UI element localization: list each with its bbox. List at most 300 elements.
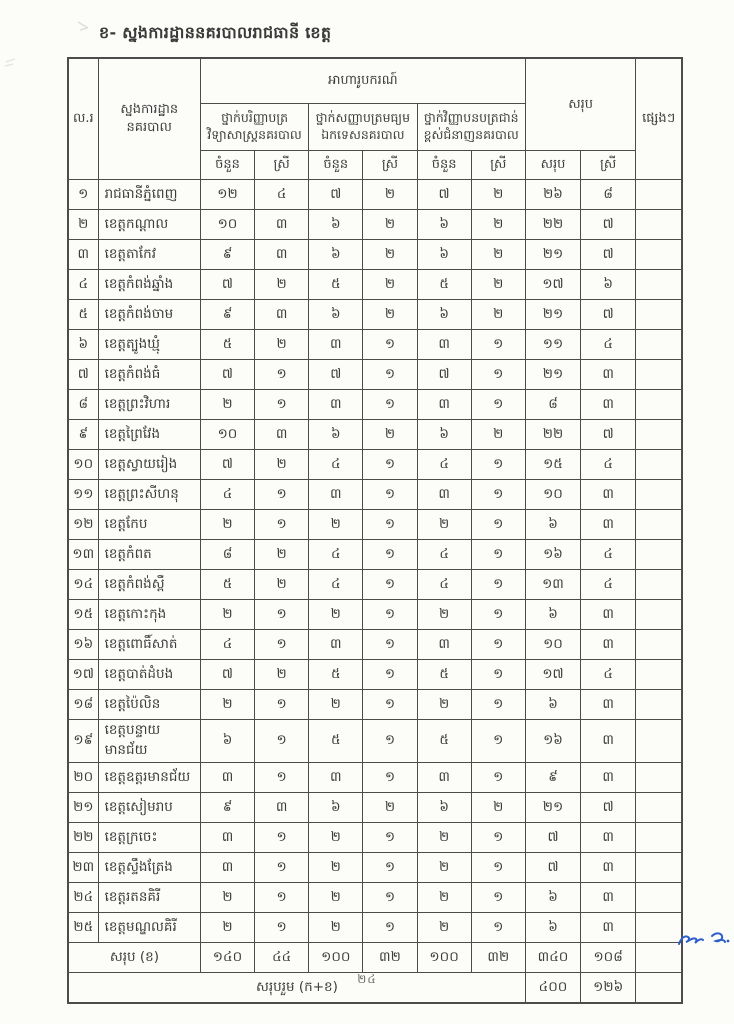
value-cell: ២ bbox=[417, 883, 471, 913]
col-header-count-3: ចំនួន bbox=[417, 151, 471, 180]
value-cell: ៩ bbox=[200, 300, 254, 330]
table-row bbox=[68, 210, 682, 240]
unit-name: ខេត្តក្រចេះ bbox=[98, 823, 200, 853]
table-row bbox=[68, 793, 682, 823]
value-cell: ១៦ bbox=[525, 720, 580, 763]
value-cell: ២ bbox=[471, 240, 525, 270]
other-cell bbox=[636, 823, 682, 853]
value-cell: ២ bbox=[363, 300, 417, 330]
table-row bbox=[68, 600, 682, 630]
value-cell: ១ bbox=[471, 763, 525, 793]
unit-name: ខេត្តកោះកុង bbox=[98, 600, 200, 630]
value-cell: ២ bbox=[200, 510, 254, 540]
row-number: ៤ bbox=[68, 270, 98, 300]
value-cell: ៣ bbox=[309, 390, 363, 420]
col-header-no: ល.រ bbox=[68, 58, 98, 180]
value-cell: ២ bbox=[200, 913, 254, 943]
value-cell: ២ bbox=[309, 853, 363, 883]
value-cell: ៦ bbox=[417, 793, 471, 823]
value-cell: ១ bbox=[471, 540, 525, 570]
total-value: ១០៨ bbox=[581, 943, 636, 973]
other-cell bbox=[636, 240, 682, 270]
value-cell: ១ bbox=[363, 853, 417, 883]
value-cell: ២ bbox=[363, 210, 417, 240]
value-cell: ១០ bbox=[200, 420, 254, 450]
row-number: ២៤ bbox=[68, 883, 98, 913]
value-cell: ៧ bbox=[200, 450, 254, 480]
value-cell: ២ bbox=[417, 600, 471, 630]
value-cell: ៤ bbox=[309, 450, 363, 480]
col-header-female-2: ស្រី bbox=[363, 151, 417, 180]
value-cell: ១ bbox=[255, 360, 309, 390]
value-cell: ២ bbox=[363, 240, 417, 270]
row-number: ៥ bbox=[68, 300, 98, 330]
unit-name: ខេត្តបន្ទាយមានជ័យ bbox=[98, 720, 200, 763]
other-cell bbox=[636, 600, 682, 630]
grand-total-label: សរុបរួម (ក+ខ) bbox=[68, 973, 525, 1004]
table-row bbox=[68, 630, 682, 660]
value-cell: ៣ bbox=[581, 853, 636, 883]
table-row bbox=[68, 720, 682, 763]
value-cell: ៦ bbox=[417, 420, 471, 450]
row-number: ២ bbox=[68, 210, 98, 240]
table-row bbox=[68, 540, 682, 570]
value-cell: ៥ bbox=[309, 660, 363, 690]
col-header-female-3: ស្រី bbox=[471, 151, 525, 180]
value-cell: ៣ bbox=[255, 420, 309, 450]
col-header-bachelor: ថ្នាក់បរិញ្ញាបត្រ វិទ្យាសាស្ត្រនគរបាល bbox=[200, 104, 308, 151]
row-number: ១៦ bbox=[68, 630, 98, 660]
value-cell: ៣ bbox=[581, 913, 636, 943]
table-row bbox=[68, 763, 682, 793]
total-value: ១៤០ bbox=[200, 943, 254, 973]
col-header-total-group: សរុប bbox=[525, 58, 635, 151]
value-cell: ៨ bbox=[200, 540, 254, 570]
col-header-total-female: ស្រី bbox=[581, 151, 636, 180]
value-cell: ៦ bbox=[525, 600, 580, 630]
unit-name: ខេត្តស្វាយរៀង bbox=[98, 450, 200, 480]
unit-name: ខេត្តកំពង់ធំ bbox=[98, 360, 200, 390]
value-cell: ២ bbox=[417, 510, 471, 540]
value-cell: ៣ bbox=[417, 630, 471, 660]
value-cell: ៦ bbox=[200, 720, 254, 763]
value-cell: ២ bbox=[363, 270, 417, 300]
value-cell: ៣ bbox=[200, 853, 254, 883]
other-cell bbox=[636, 450, 682, 480]
value-cell: ២ bbox=[417, 913, 471, 943]
value-cell: ៣ bbox=[417, 390, 471, 420]
unit-name: ខេត្តកំពត bbox=[98, 540, 200, 570]
row-number: ១៩ bbox=[68, 720, 98, 763]
table-row bbox=[68, 360, 682, 390]
value-cell: ៧ bbox=[417, 180, 471, 210]
unit-name: ខេត្តកំពង់ស្ពឺ bbox=[98, 570, 200, 600]
table-row bbox=[68, 480, 682, 510]
value-cell: ៥ bbox=[309, 270, 363, 300]
value-cell: ៧ bbox=[200, 360, 254, 390]
unit-name: ខេត្តបាត់ដំបង bbox=[98, 660, 200, 690]
value-cell: ១ bbox=[471, 720, 525, 763]
other-cell bbox=[636, 300, 682, 330]
value-cell: ៣ bbox=[581, 720, 636, 763]
row-number: ១២ bbox=[68, 510, 98, 540]
value-cell: ៩ bbox=[200, 240, 254, 270]
value-cell: ២១ bbox=[525, 300, 580, 330]
table-row bbox=[68, 240, 682, 270]
other-cell bbox=[636, 883, 682, 913]
value-cell: ២១ bbox=[525, 360, 580, 390]
other-cell bbox=[636, 660, 682, 690]
value-cell: ៣ bbox=[581, 883, 636, 913]
col-header-total: សរុប bbox=[525, 151, 580, 180]
table-body bbox=[68, 180, 682, 943]
total-row bbox=[68, 943, 682, 973]
value-cell: ១ bbox=[363, 570, 417, 600]
value-cell: ៣ bbox=[581, 480, 636, 510]
value-cell: ២ bbox=[363, 180, 417, 210]
value-cell: ២ bbox=[255, 450, 309, 480]
value-cell: ៣ bbox=[255, 300, 309, 330]
value-cell: ៦ bbox=[309, 210, 363, 240]
value-cell: ៦ bbox=[417, 210, 471, 240]
unit-name: ខេត្តឧត្តរមានជ័យ bbox=[98, 763, 200, 793]
value-cell: ៣ bbox=[417, 330, 471, 360]
value-cell: ៤ bbox=[581, 570, 636, 600]
row-number: ១១ bbox=[68, 480, 98, 510]
value-cell: ១ bbox=[363, 330, 417, 360]
value-cell: ១ bbox=[471, 360, 525, 390]
value-cell: ៥ bbox=[309, 720, 363, 763]
row-number: ២១ bbox=[68, 793, 98, 823]
other-cell bbox=[636, 480, 682, 510]
other-cell bbox=[636, 570, 682, 600]
value-cell: ៥ bbox=[200, 570, 254, 600]
value-cell: ១៣ bbox=[525, 570, 580, 600]
value-cell: ៣ bbox=[417, 480, 471, 510]
unit-name: ខេត្តតាកែវ bbox=[98, 240, 200, 270]
value-cell: ១ bbox=[471, 630, 525, 660]
value-cell: ១ bbox=[363, 630, 417, 660]
col-header-female-1: ស្រី bbox=[255, 151, 309, 180]
value-cell: ៦ bbox=[309, 300, 363, 330]
value-cell: ២៦ bbox=[525, 180, 580, 210]
total-value: ៣៤០ bbox=[525, 943, 580, 973]
value-cell: ១ bbox=[471, 510, 525, 540]
unit-name: ខេត្តព្រះសីហនុ bbox=[98, 480, 200, 510]
row-number: ១៥ bbox=[68, 600, 98, 630]
value-cell: ១១ bbox=[525, 330, 580, 360]
value-cell: ២១ bbox=[525, 240, 580, 270]
value-cell: ២ bbox=[309, 600, 363, 630]
row-number: ១៧ bbox=[68, 660, 98, 690]
total-row-label: សរុប (ខ) bbox=[68, 943, 200, 973]
table-row bbox=[68, 853, 682, 883]
table-row bbox=[68, 300, 682, 330]
other-cell bbox=[636, 763, 682, 793]
value-cell: ១ bbox=[471, 390, 525, 420]
value-cell: ៧ bbox=[581, 793, 636, 823]
value-cell: ៤ bbox=[309, 540, 363, 570]
value-cell: ១ bbox=[363, 913, 417, 943]
row-number: ២៥ bbox=[68, 913, 98, 943]
value-cell: ៧ bbox=[581, 210, 636, 240]
value-cell: ១៥ bbox=[525, 450, 580, 480]
unit-name: ខេត្តពោធិ៍សាត់ bbox=[98, 630, 200, 660]
row-number: ៩ bbox=[68, 420, 98, 450]
value-cell: ៤ bbox=[417, 450, 471, 480]
value-cell: ៣ bbox=[309, 630, 363, 660]
total-value: ១០០ bbox=[309, 943, 363, 973]
other-cell bbox=[636, 420, 682, 450]
value-cell: ២ bbox=[417, 823, 471, 853]
value-cell: ៣ bbox=[309, 330, 363, 360]
value-cell: ២ bbox=[255, 330, 309, 360]
other-cell bbox=[636, 510, 682, 540]
value-cell: ១ bbox=[363, 480, 417, 510]
value-cell: ៣ bbox=[255, 793, 309, 823]
value-cell: ៦ bbox=[581, 270, 636, 300]
value-cell: ៣ bbox=[200, 823, 254, 853]
value-cell: ៥ bbox=[200, 330, 254, 360]
value-cell: ៣ bbox=[581, 823, 636, 853]
value-cell: ២២ bbox=[525, 420, 580, 450]
value-cell: ៦ bbox=[525, 883, 580, 913]
unit-name: ខេត្តសៀមរាប bbox=[98, 793, 200, 823]
unit-name: ខេត្តរតនគិរី bbox=[98, 883, 200, 913]
col-header-certificate: ថ្នាក់វិញ្ញាបនបត្រជាន់ខ្ពស់ជំនាញនគរបាល bbox=[417, 104, 525, 151]
value-cell: ១៧ bbox=[525, 660, 580, 690]
value-cell: ២ bbox=[309, 913, 363, 943]
value-cell: ២ bbox=[417, 690, 471, 720]
row-number: ៦ bbox=[68, 330, 98, 360]
value-cell: ៣ bbox=[581, 630, 636, 660]
page-number: ២៤ bbox=[357, 972, 377, 986]
row-number: ៨ bbox=[68, 390, 98, 420]
other-cell bbox=[636, 540, 682, 570]
unit-name: ខេត្តកែប bbox=[98, 510, 200, 540]
value-cell: ១២ bbox=[200, 180, 254, 210]
other-cell bbox=[636, 720, 682, 763]
value-cell: ៤ bbox=[200, 630, 254, 660]
value-cell: ៤ bbox=[581, 450, 636, 480]
value-cell: ៣ bbox=[581, 390, 636, 420]
value-cell: ២ bbox=[255, 660, 309, 690]
value-cell: ១ bbox=[255, 510, 309, 540]
table-row bbox=[68, 180, 682, 210]
value-cell: ៧ bbox=[525, 823, 580, 853]
value-cell: ៦ bbox=[309, 420, 363, 450]
value-cell: ៦ bbox=[525, 690, 580, 720]
value-cell: ២ bbox=[200, 390, 254, 420]
value-cell: ១ bbox=[363, 540, 417, 570]
value-cell: ១ bbox=[363, 883, 417, 913]
value-cell: ១ bbox=[255, 630, 309, 660]
value-cell: ៥ bbox=[417, 270, 471, 300]
value-cell: ៧ bbox=[309, 360, 363, 390]
other-cell bbox=[636, 270, 682, 300]
value-cell: ៣ bbox=[255, 210, 309, 240]
signature-icon bbox=[676, 922, 732, 956]
value-cell: ៣ bbox=[581, 510, 636, 540]
table-row bbox=[68, 510, 682, 540]
row-number: ១៤ bbox=[68, 570, 98, 600]
value-cell: ៣ bbox=[581, 690, 636, 720]
value-cell: ៩ bbox=[525, 763, 580, 793]
col-header-scholarship-group: អាហារូបករណ៍ bbox=[200, 58, 525, 104]
value-cell: ៤ bbox=[581, 330, 636, 360]
value-cell: ៣ bbox=[309, 480, 363, 510]
col-header-count-2: ចំនួន bbox=[309, 151, 363, 180]
value-cell: ៩ bbox=[200, 793, 254, 823]
row-number: ១៨ bbox=[68, 690, 98, 720]
table-row bbox=[68, 390, 682, 420]
row-number: ២០ bbox=[68, 763, 98, 793]
table-row bbox=[68, 913, 682, 943]
value-cell: ៣ bbox=[255, 240, 309, 270]
unit-name: ខេត្តព្រៃវែង bbox=[98, 420, 200, 450]
grand-total-value: ៤០០ bbox=[525, 973, 580, 1004]
value-cell: ១ bbox=[471, 570, 525, 600]
value-cell: ៦ bbox=[309, 240, 363, 270]
col-header-diploma: ថ្នាក់សញ្ញាបត្រមធ្យម ឯកទេសនគរបាល bbox=[309, 104, 417, 151]
value-cell: ២១ bbox=[525, 793, 580, 823]
value-cell: ៧ bbox=[309, 180, 363, 210]
value-cell: ១ bbox=[471, 330, 525, 360]
value-cell: ៧ bbox=[200, 270, 254, 300]
other-cell bbox=[636, 360, 682, 390]
value-cell: ១ bbox=[471, 883, 525, 913]
col-header-other: ផ្សេងៗ bbox=[636, 58, 682, 180]
unit-name: ខេត្តត្បូងឃ្មុំ bbox=[98, 330, 200, 360]
value-cell: ២ bbox=[309, 690, 363, 720]
value-cell: ៤ bbox=[581, 540, 636, 570]
total-value: ១០០ bbox=[417, 943, 471, 973]
value-cell: ៦ bbox=[525, 913, 580, 943]
value-cell: ៣ bbox=[417, 763, 471, 793]
value-cell: ១៦ bbox=[525, 540, 580, 570]
other-cell bbox=[636, 630, 682, 660]
table-row bbox=[68, 270, 682, 300]
unit-name: ខេត្តកណ្តាល bbox=[98, 210, 200, 240]
value-cell: ២ bbox=[200, 600, 254, 630]
value-cell: ១ bbox=[255, 690, 309, 720]
value-cell: ៨ bbox=[581, 180, 636, 210]
table-header bbox=[68, 58, 682, 180]
value-cell: ១ bbox=[255, 390, 309, 420]
value-cell: ១ bbox=[255, 480, 309, 510]
other-cell bbox=[636, 793, 682, 823]
value-cell: ៦ bbox=[417, 240, 471, 270]
other-cell bbox=[636, 330, 682, 360]
table-row bbox=[68, 330, 682, 360]
value-cell: ១០ bbox=[200, 210, 254, 240]
value-cell: ១ bbox=[471, 480, 525, 510]
value-cell: ២ bbox=[471, 420, 525, 450]
value-cell: ១ bbox=[255, 720, 309, 763]
unit-name: ខេត្តកំពង់ចាម bbox=[98, 300, 200, 330]
unit-name: ខេត្តស្ទឹងត្រែង bbox=[98, 853, 200, 883]
value-cell: ៤ bbox=[309, 570, 363, 600]
value-cell: ៤ bbox=[581, 660, 636, 690]
value-cell: ៤ bbox=[200, 480, 254, 510]
value-cell: ៣ bbox=[200, 763, 254, 793]
value-cell: ៦ bbox=[417, 300, 471, 330]
value-cell: ៥ bbox=[417, 720, 471, 763]
other-cell bbox=[636, 690, 682, 720]
value-cell: ៣ bbox=[581, 600, 636, 630]
value-cell: ២ bbox=[200, 883, 254, 913]
value-cell: ១ bbox=[363, 720, 417, 763]
value-cell: ២ bbox=[255, 270, 309, 300]
value-cell: ១ bbox=[471, 690, 525, 720]
table-row bbox=[68, 450, 682, 480]
value-cell: ៤ bbox=[417, 570, 471, 600]
row-number: ១៣ bbox=[68, 540, 98, 570]
value-cell: ១ bbox=[363, 690, 417, 720]
page-title: ខ- ស្នងការដ្ឋាននគរបាលរាជធានី ខេត្ត bbox=[99, 23, 332, 42]
value-cell: ២ bbox=[471, 270, 525, 300]
value-cell: ១ bbox=[255, 883, 309, 913]
value-cell: ១ bbox=[363, 450, 417, 480]
row-number: ២២ bbox=[68, 823, 98, 853]
value-cell: ៣ bbox=[309, 763, 363, 793]
value-cell: ១ bbox=[363, 600, 417, 630]
value-cell: ១៧ bbox=[525, 270, 580, 300]
value-cell: ១ bbox=[255, 823, 309, 853]
value-cell: ១ bbox=[363, 360, 417, 390]
unit-name: ខេត្តព្រះវិហារ bbox=[98, 390, 200, 420]
value-cell: ១០ bbox=[525, 480, 580, 510]
value-cell: ៧ bbox=[417, 360, 471, 390]
unit-name: ខេត្តមណ្ឌលគិរី bbox=[98, 913, 200, 943]
row-number: ៣ bbox=[68, 240, 98, 270]
value-cell: ១ bbox=[471, 600, 525, 630]
value-cell: ១ bbox=[363, 390, 417, 420]
other-cell bbox=[636, 390, 682, 420]
table-row bbox=[68, 883, 682, 913]
value-cell: ២ bbox=[200, 690, 254, 720]
value-cell: ២ bbox=[309, 510, 363, 540]
value-cell: ១០ bbox=[525, 630, 580, 660]
table-row bbox=[68, 660, 682, 690]
value-cell: ១ bbox=[471, 450, 525, 480]
value-cell: ១ bbox=[363, 763, 417, 793]
value-cell: ១ bbox=[255, 600, 309, 630]
value-cell: ២ bbox=[471, 300, 525, 330]
value-cell: ៤ bbox=[417, 540, 471, 570]
col-header-count-1: ចំនួន bbox=[200, 151, 254, 180]
table-row bbox=[68, 690, 682, 720]
value-cell: ៧ bbox=[581, 420, 636, 450]
value-cell: ៨ bbox=[525, 390, 580, 420]
value-cell: ២ bbox=[363, 420, 417, 450]
unit-name: ខេត្តកំពង់ឆ្នាំង bbox=[98, 270, 200, 300]
value-cell: ៧ bbox=[525, 853, 580, 883]
value-cell: ២ bbox=[471, 210, 525, 240]
value-cell: ៥ bbox=[417, 660, 471, 690]
other-cell bbox=[636, 210, 682, 240]
value-cell: ១ bbox=[471, 823, 525, 853]
value-cell: ២ bbox=[255, 540, 309, 570]
value-cell: ៤ bbox=[255, 180, 309, 210]
col-header-unit: ស្នងការដ្ឋាន នគរបាល bbox=[98, 58, 200, 180]
value-cell: ៧ bbox=[581, 240, 636, 270]
row-number: ២៣ bbox=[68, 853, 98, 883]
value-cell: ១ bbox=[471, 853, 525, 883]
value-cell: ១ bbox=[255, 853, 309, 883]
value-cell: ១ bbox=[471, 660, 525, 690]
value-cell: ៦ bbox=[309, 793, 363, 823]
